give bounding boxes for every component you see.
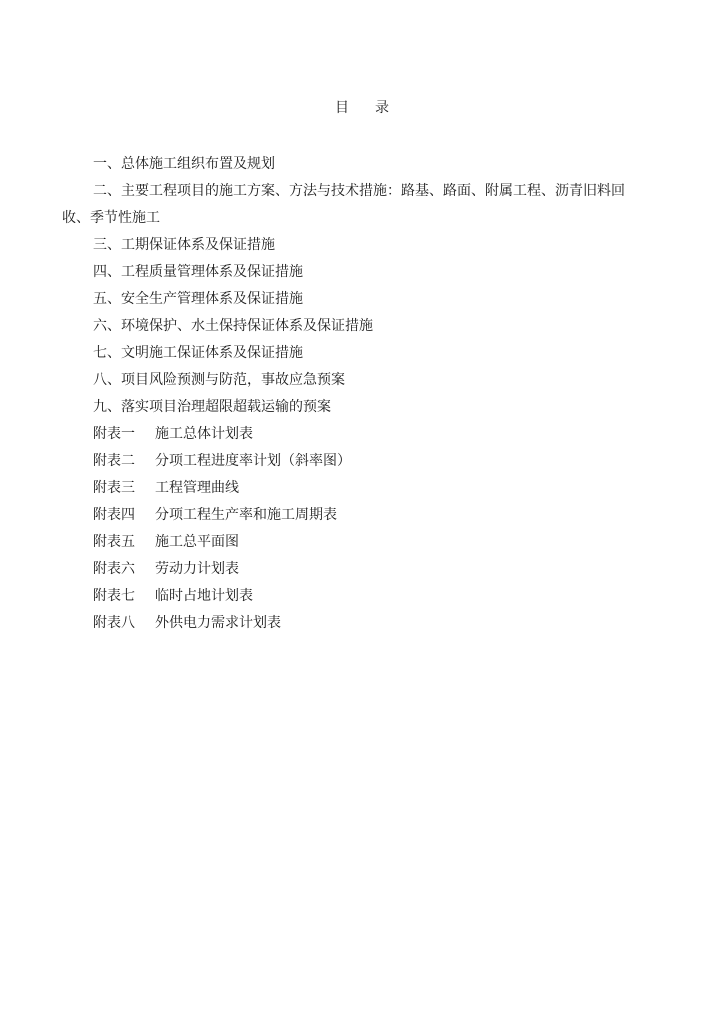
appendix-label: 附表一 bbox=[93, 426, 135, 442]
toc-item-4: 四、工程质量管理体系及保证措施 bbox=[93, 264, 303, 280]
appendix-item-3 bbox=[62, 475, 662, 502]
appendix-label: 附表四 bbox=[93, 507, 135, 523]
appendix-title: 外供电力需求计划表 bbox=[155, 615, 281, 631]
toc-item-2: 二、主要工程项目的施工方案、方法与技术措施：路基、路面、附属工程、沥青旧料回 bbox=[93, 183, 625, 199]
appendix-title: 工程管理曲线 bbox=[155, 480, 239, 496]
appendix-item-4 bbox=[62, 502, 662, 529]
toc-item-3: 三、工期保证体系及保证措施 bbox=[93, 237, 275, 253]
appendix-title: 劳动力计划表 bbox=[155, 561, 239, 577]
appendix-label: 附表七 bbox=[93, 588, 135, 604]
toc-item-1: 一、总体施工组织布置及规划 bbox=[93, 156, 275, 172]
toc-item-2-continued: 收、季节性施工 bbox=[62, 210, 160, 226]
appendix-item-6 bbox=[62, 556, 662, 583]
appendix-title: 临时占地计划表 bbox=[155, 588, 253, 604]
table-of-contents bbox=[62, 151, 662, 637]
toc-item-5: 五、安全生产管理体系及保证措施 bbox=[93, 291, 303, 307]
appendix-label: 附表二 bbox=[93, 453, 135, 469]
title-char-2: 录 bbox=[375, 100, 389, 116]
appendix-label: 附表三 bbox=[93, 480, 135, 496]
appendix-title: 施工总平面图 bbox=[155, 534, 239, 550]
appendix-label: 附表八 bbox=[93, 615, 135, 631]
appendix-item-5 bbox=[62, 529, 662, 556]
appendix-title: 分项工程进度率计划（斜率图） bbox=[155, 453, 351, 469]
appendix-label: 附表五 bbox=[93, 534, 135, 550]
page-title bbox=[0, 97, 724, 117]
appendix-item-7 bbox=[62, 583, 662, 610]
appendix-item-8 bbox=[62, 610, 662, 637]
appendix-title: 施工总体计划表 bbox=[155, 426, 253, 442]
title-char-1: 目 bbox=[335, 100, 349, 116]
appendix-item-2 bbox=[62, 448, 662, 475]
toc-item-6: 六、环境保护、水土保持保证体系及保证措施 bbox=[93, 318, 373, 334]
appendix-item-1 bbox=[62, 421, 662, 448]
toc-item-9: 九、落实项目治理超限超载运输的预案 bbox=[93, 399, 331, 415]
appendix-label: 附表六 bbox=[93, 561, 135, 577]
toc-item-8: 八、项目风险预测与防范，事故应急预案 bbox=[93, 372, 345, 388]
toc-item-7: 七、文明施工保证体系及保证措施 bbox=[93, 345, 303, 361]
appendix-title: 分项工程生产率和施工周期表 bbox=[155, 507, 337, 523]
